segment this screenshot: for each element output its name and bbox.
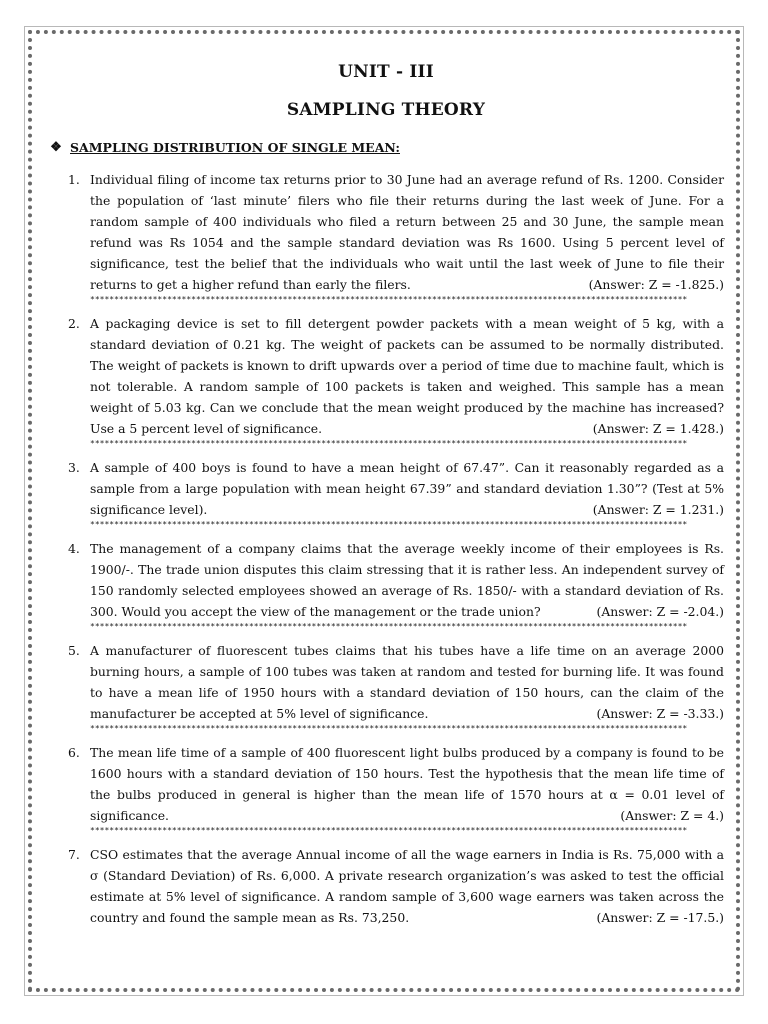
problem-item	[48, 640, 724, 724]
problem-statement: A packaging device is set to fill detergent powder packets with a mean weight of 5 kg, with a standard deviation of 0.21 kg. The weight of packets can be assumed to be normally distributed. The weight of packets is known to drift upwards over a period of time due to machine fault, which is not tolerable. A random sample of 100 packets is taken and weighed. This sample has a mean weight of 5.03 kg. Can we conclude that the mean weight produced by the machine has increased? Use a 5 percent level of significance.	[90, 316, 724, 436]
problem-text	[90, 640, 724, 724]
separator-line: ****************************************************************************************************************************	[90, 520, 688, 529]
problem-text	[90, 457, 724, 520]
separator-line: ****************************************************************************************************************************	[90, 724, 688, 733]
problem-statement: CSO estimates that the average Annual income of all the wage earners in India is Rs. 75,000 with a σ (Standard Deviation) of Rs. 6,000. A private research organization’s was asked to test the official estimate at 5% level of significance. A random sample of 3,600 wage earners was taken across the country and found the sample mean as Rs. 73,250.	[90, 847, 724, 925]
problem-item	[48, 742, 724, 826]
problem-answer: (Answer: Z = 1.428.)	[592, 421, 724, 436]
problem-number: 6.	[68, 745, 80, 760]
problem-item	[48, 313, 724, 439]
unit-title: UNIT - III	[338, 62, 434, 82]
problem-text	[90, 538, 724, 622]
separator-line: ****************************************************************************************************************************	[90, 622, 688, 631]
problem-text	[90, 169, 724, 295]
problem-number: 4.	[68, 541, 80, 556]
problem-text	[90, 742, 724, 826]
problem-text	[90, 844, 724, 928]
problem-statement: A manufacturer of fluorescent tubes claims that his tubes have a life time on an average 2000 burning hours, a sample of 100 tubes was taken at random and tested for burning life. It was found to have a mean life of 1950 hours with a standard deviation of 150 hours, can the claim of the manufacturer be accepted at 5% level of significance.	[90, 643, 724, 721]
problem-text	[90, 313, 724, 439]
problem-answer: (Answer: Z = -3.33.)	[596, 706, 724, 721]
section-heading-label: SAMPLING DISTRIBUTION OF SINGLE MEAN:	[70, 140, 400, 155]
problem-item	[48, 169, 724, 295]
problem-answer: (Answer: Z = 1.231.)	[592, 502, 724, 517]
problem-number: 7.	[68, 847, 80, 862]
problem-answer: (Answer: Z = -2.04.)	[596, 604, 724, 619]
problem-answer: (Answer: Z = -1.825.)	[588, 277, 724, 292]
separator-line: ****************************************************************************************************************************	[90, 295, 688, 304]
problem-list	[48, 169, 724, 928]
separator-line: ****************************************************************************************************************************	[90, 439, 688, 448]
problem-statement: Individual filing of income tax returns prior to 30 June had an average refund of Rs. 1200. Consider the population of ‘last minute’ filers who file their returns during the last week of June. For a random sample of 400 individuals who filed a return between 25 and 30 June, the sample mean refund was Rs 1054 and the sample standard deviation was Rs 1600. Using 5 percent level of significance, test the belief that the individuals who wait until the last week of June to file their returns to get a higher refund than early the filers.	[90, 172, 724, 292]
problem-answer: (Answer: Z = -17.5.)	[596, 910, 724, 925]
problem-statement: The management of a company claims that the average weekly income of their employees is Rs. 1900/-. The trade union disputes this claim stressing that it is rather less. An independent survey of 150 randomly selected employees showed an average of Rs. 1850/- with a standard deviation of Rs. 300. Would you accept the view of the management or the trade union?	[90, 541, 724, 619]
problem-item	[48, 844, 724, 928]
problem-item	[48, 457, 724, 520]
problem-statement: A sample of 400 boys is found to have a mean height of 67.47”. Can it reasonably regarded as a sample from a large population with mean height 67.39” and standard deviation 1.30”? (Test at 5% significance level).	[90, 460, 724, 517]
problem-number: 2.	[68, 316, 80, 331]
problem-item	[48, 538, 724, 622]
problem-number: 1.	[68, 172, 80, 187]
separator-line: ****************************************************************************************************************************	[90, 826, 688, 835]
section-heading	[48, 140, 724, 155]
document-content	[48, 62, 724, 928]
problem-number: 5.	[68, 643, 80, 658]
page-title: SAMPLING THEORY	[286, 100, 486, 120]
problem-statement: The mean life time of a sample of 400 fluorescent light bulbs produced by a company is found to be 1600 hours with a standard deviation of 150 hours. Test the hypothesis that the mean life time of the bulbs produced in general is higher than the mean life of 1570 hours at α = 0.01 level of significance.	[90, 745, 724, 823]
problem-number: 3.	[68, 460, 80, 475]
problem-answer: (Answer: Z = 4.)	[620, 808, 724, 823]
diamond-bullet-icon: ❖	[50, 140, 62, 155]
